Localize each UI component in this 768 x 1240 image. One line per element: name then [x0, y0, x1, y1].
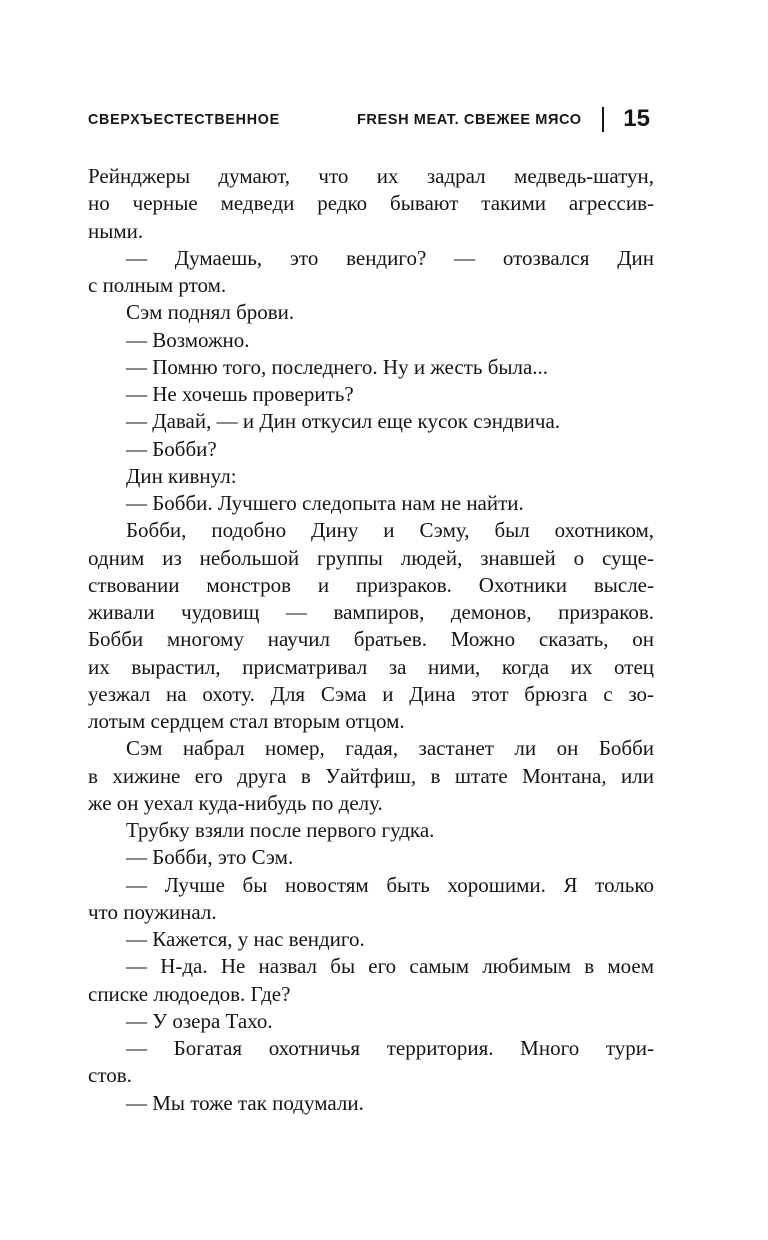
- text-line: с полным ртом.: [88, 273, 227, 297]
- text-line: — Кажется, у нас вендиго.: [126, 927, 365, 951]
- page-number: 15: [623, 105, 650, 132]
- text-line: их вырастил, присматривал за ними, когда их отец: [88, 654, 654, 679]
- text-line: — Давай, — и Дин откусил еще кусок сэндвича.: [126, 409, 561, 434]
- text-line: Бобби, подобно Дину и Сэму, был охотником,: [126, 518, 654, 543]
- text-line: — Н-да. Не назвал бы его самым любимым в моем: [126, 954, 654, 979]
- text-line: — Бобби, это Сэм.: [126, 845, 294, 870]
- text-line: — У озера Тахо.: [126, 1008, 273, 1033]
- text-line: в хижине его друга в Уайтфиш, в штате Монтана, или: [88, 763, 654, 788]
- text-line: уезжал на охоту. Для Сэма и Дина этот брюзга с зо-: [88, 681, 654, 706]
- text-line: Дин кивнул:: [126, 463, 237, 488]
- text-line: — Бобби. Лучшего следопыта нам не найти.: [126, 491, 524, 515]
- text-line: — Не хочешь проверить?: [126, 382, 354, 406]
- running-title-right: FRESH MEAT. СВЕЖЕЕ МЯСО: [356, 110, 582, 128]
- text-line: — Мы тоже так подумали.: [126, 1090, 364, 1115]
- text-line: но черные медведи редко бывают такими агрессив-: [88, 191, 654, 216]
- text-line: Рейнджеры думают, что их задрал медведь-шатун,: [88, 164, 654, 188]
- text-line: Бобби многому научил братьев. Можно сказать, он: [88, 627, 654, 652]
- text-line: ствовании монстров и призраков. Охотники высле-: [88, 572, 654, 597]
- text-line: Сэм набрал номер, гадая, застанет ли он Бобби: [126, 736, 654, 761]
- text-line: — Бобби?: [126, 436, 217, 461]
- running-header: [88, 104, 650, 134]
- text-line: — Думаешь, это вендиго? — отозвался Дин: [126, 245, 654, 270]
- text-line: Трубку взяли после первого гудка.: [126, 818, 435, 842]
- text-line: списке людоедов. Где?: [88, 981, 291, 1006]
- text-line: стов.: [88, 1063, 132, 1088]
- text-line: — Лучше бы новостям быть хорошими. Я только: [126, 872, 654, 897]
- text-line: — Помню того, последнего. Ну и жесть была...: [126, 354, 549, 379]
- text-line: — Возможно.: [126, 327, 250, 352]
- text-line: Сэм поднял брови.: [126, 300, 295, 325]
- text-line: лотым сердцем стал вторым отцом.: [88, 709, 405, 733]
- text-line: же он уехал куда-нибудь по делу.: [88, 790, 383, 815]
- body-text: [88, 163, 654, 1117]
- text-line: живали чудовищ — вампиров, демонов, призраков.: [88, 600, 654, 624]
- running-header-right: [350, 107, 650, 132]
- text-line: что поужинал.: [88, 899, 217, 924]
- running-title-left: СВЕРХЪЕСТЕСТВЕННОЕ: [88, 110, 280, 128]
- text-line: одним из небольшой группы людей, знавшей о суще-: [88, 545, 654, 570]
- header-divider-rule: [602, 107, 604, 132]
- text-line: — Богатая охотничья территория. Много тури-: [126, 1036, 654, 1060]
- text-line: ными.: [88, 218, 144, 243]
